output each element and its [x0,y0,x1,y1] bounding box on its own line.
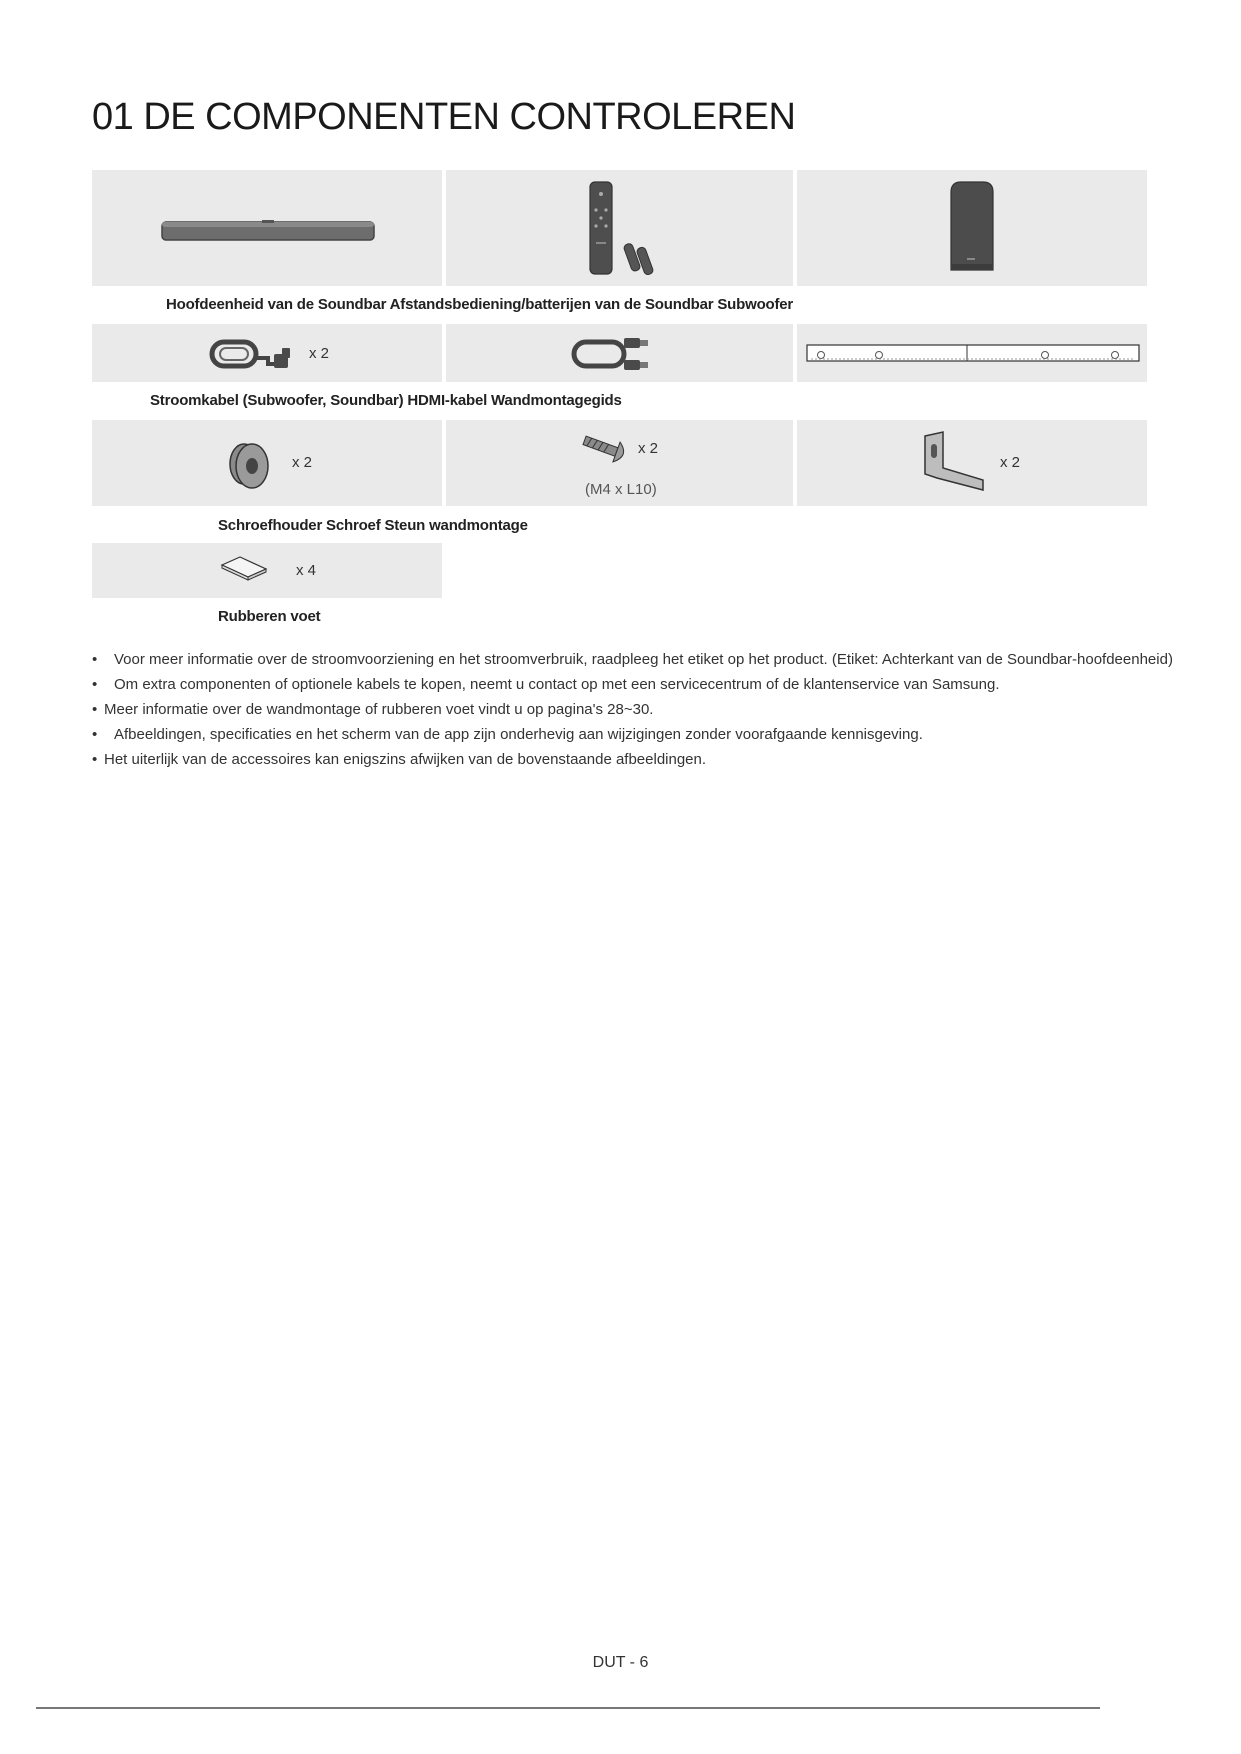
wall-mount-guide-cell [797,324,1147,382]
page-number: DUT - 6 [592,1654,649,1671]
wall-bracket-cell [797,420,1147,506]
subwoofer-icon [797,170,1147,286]
wall-mount-guide-icon [797,324,1147,382]
row3-caption: Schroefhouder Schroef Steun wandmontage [218,517,528,534]
list-item: • Meer informatie over de wandmontage of rubberen voet vindt u op pagina's 28~30. [92,701,654,718]
list-item: • Om extra componenten of optionele kabels te kopen, neemt u contact op met een servicecentrum of de klantenservice van Samsung. [92,676,1000,693]
power-cable-qty: x 2 [309,345,330,362]
screw-holder-qty: x 2 [292,454,313,471]
list-item: • Voor meer informatie over de stroomvoorziening en het stroomverbruik, raadpleeg het etiket op het product. (Etiket: Achterkant van de Soundbar-hoofdeenheid) [92,651,1173,668]
row4-caption: Rubberen voet [218,608,321,625]
row2-caption: Stroomkabel (Subwoofer, Soundbar) HDMI-kabel Wandmontagegids [150,392,622,409]
hdmi-cable-icon [446,324,793,382]
list-item: • Het uiterlijk van de accessoires kan enigszins afwijken van de bovenstaande afbeeldingen. [92,751,707,768]
bracket-qty: x 2 [1000,454,1021,471]
page-title: 01 DE COMPONENTEN CONTROLEREN [92,96,796,138]
screw-holder-cell [92,420,442,506]
list-item: • Afbeeldingen, specificaties en het scherm van de app zijn onderhevig aan wijzigingen zonder voorafgaande kennisgeving. [92,726,923,743]
hdmi-cable-cell [446,324,793,382]
rubber-foot-icon [92,543,442,598]
bullet-icon: • [92,651,98,668]
screw-qty: x 2 [638,440,659,457]
subwoofer-cell [797,170,1147,286]
remote-cell [446,170,793,286]
screw-spec: (M4 x L10) [585,481,657,498]
bullet-icon: • [92,751,98,768]
bullet-icon: • [92,726,98,743]
row1-caption: Hoofdeenheid van de Soundbar Afstandsbediening/batterijen van de Soundbar Subwoofer [166,296,794,313]
notes-list [92,650,1173,775]
soundbar-icon [92,170,442,286]
remote-control-icon [446,170,793,286]
power-cable-icon [92,324,442,382]
bullet-icon: • [92,701,98,718]
footer-divider [36,1707,1100,1709]
wall-bracket-icon [797,420,1147,506]
power-cable-cell [92,324,442,382]
soundbar-cell [92,170,442,286]
bullet-icon: • [92,676,98,693]
rubber-foot-qty: x 4 [296,562,317,579]
screw-holder-icon [92,420,442,506]
rubber-foot-cell [92,543,442,598]
